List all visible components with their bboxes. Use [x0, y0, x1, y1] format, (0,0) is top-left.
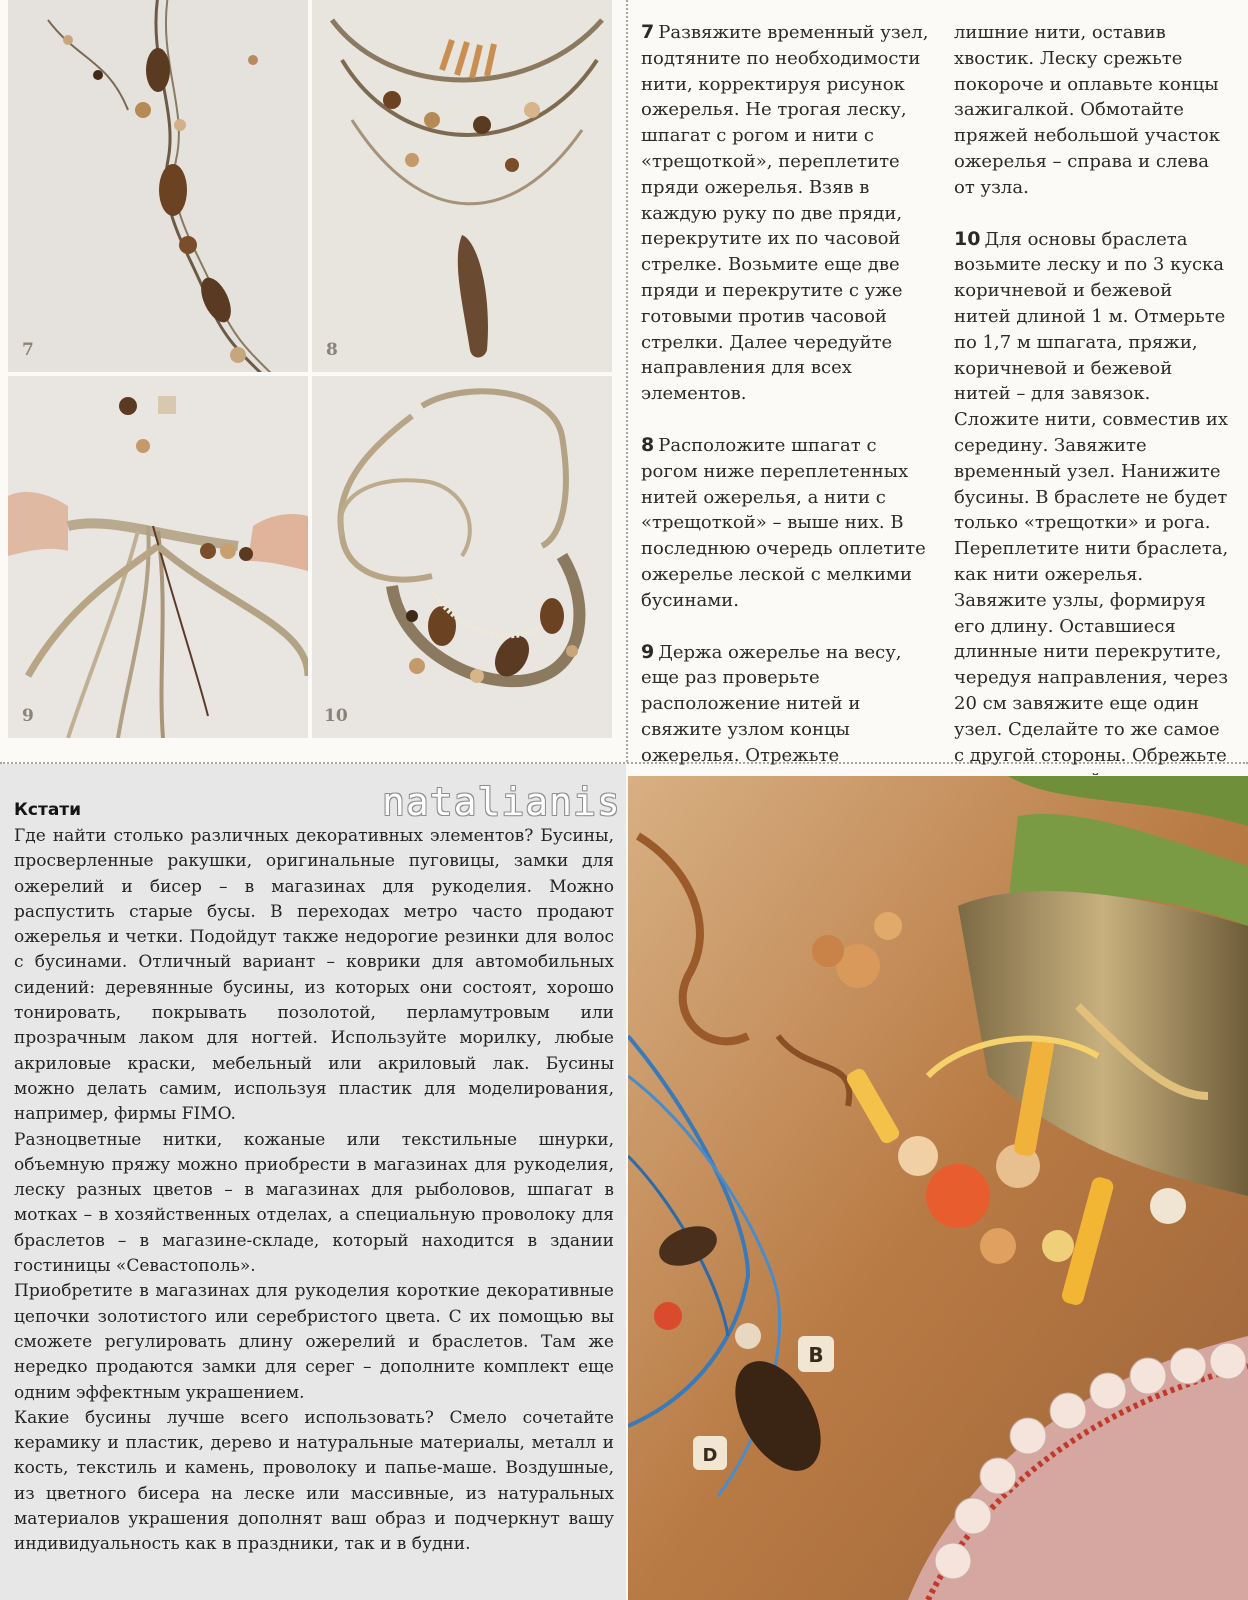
- tips-text: [14, 824, 614, 1558]
- step-10: [954, 227, 1234, 795]
- column-separator: [626, 0, 628, 762]
- step-8-number: 8: [641, 433, 655, 456]
- photo-number-10: 10: [324, 706, 348, 726]
- photo-step-10: [312, 376, 612, 738]
- step-8-text: Расположите шпагат с рогом ниже переплетенных нитей ожерелья, а нити с «трещоткой» – выше них. В последнюю очередь оплетите ожерелье леской с мелкими бусинами.: [641, 434, 926, 611]
- steps-column-left: [641, 20, 929, 795]
- photo-number-7: 7: [22, 340, 34, 360]
- photo-step-9: [8, 376, 308, 738]
- photo-number-8: 8: [326, 340, 338, 360]
- step-7-number: 7: [641, 21, 655, 43]
- step-9-text: Держа ожерелье на весу, еще раз проверьте расположение нитей и свяжите узлом концы ожерелья. Отрежьте: [641, 641, 902, 766]
- steps-column-right: [954, 20, 1234, 820]
- step-9: [641, 640, 929, 769]
- step-9-number: 9: [641, 640, 655, 663]
- step-7-text: Развяжите временный узел, подтяните по необходимости нити, корректируя рисунок ожерелья. Не трогая леску, шпагат с рогом и нити с «трещоткой», переплетите пряди ожерелья. Взяв в каждую руку по две пряди, перекрутите их по часовой стрелке. Возьмите еще две пряди и перекрутите с уже готовыми против часовой стрелки. Далее чередуйте направления для всех элементов.: [641, 22, 929, 405]
- tips-title: Кстати: [14, 800, 82, 820]
- letter-bead: B: [808, 1343, 824, 1367]
- step-10-number: 10: [954, 227, 981, 250]
- step-10-text: Для основы браслета возьмите леску и по 3 куска коричневой и бежевой нитей длиной 1 м. Отмерьте по 1,7 м шпагата, пряжи, коричневой и бежевой нитей – для завязок. Сложите нити, совместив их середину. Завяжите временный узел. Нанижите бусины. В браслете не будет только «трещотки» и рога. Переплетите нити браслета, как нити ожерелья. Завяжите узлы, формируя его длину. Оставшиеся длинные нити перекрутите, чередуя направления, через 20 см завяжите еще один узел. Сделайте то же самое с другой стороны. Обрежьте: [954, 228, 1229, 766]
- letter-bead: D: [702, 1445, 718, 1466]
- tips-paragraph: Приобретите в магазинах для рукоделия короткие декоративные цепочки золотистого или серебристого цвета. С их помощью вы сможете регулировать длину ожерелий и браслетов. Там же нередко продаются замки для серег – дополните комплект еще одним эффектным украшением.: [14, 1281, 614, 1403]
- tips-paragraph: Какие бусины лучше всего использовать? Смело сочетайте керамику и пластик, дерево и натуральные материалы, металл и кость, текстиль и камень, проволоку и папье-маше. Воздушные, из цветного бисера на леске или массивные, из натуральных материалов украшения дополнят ваш образ и подчеркнут вашу индивидуальность как в праздники, так и в будни.: [14, 1407, 614, 1555]
- photo-number-9: 9: [22, 706, 34, 726]
- photo-step-8: [312, 0, 612, 372]
- tips-paragraph: Разноцветные нитки, кожаные или текстильные шнурки, объемную пряжу можно приобрести в магазинах для рукоделия, леску разных цветов – в магазинах для рыболовов, шпагат в мотках – в хозяйственных отделах, а специальную проволоку для браслетов – в магазине-складе, который находится в здании гостиницы «Севастополь».: [14, 1129, 614, 1277]
- tips-paragraph: Где найти столько различных декоративных элементов? Бусины, просверленные ракушки, оригинальные пуговицы, замки для ожерелий и бисер – в магазинах для рукоделия. Можно распустить старые бусы. В переходах метро часто продают ожерелья и четки. Подойдут также недорогие резинки для волос с бусинами. Отличный вариант – коврики для автомобильных сидений: деревянные бусины, из которых они состоят, хорошо тонировать, покрывать позолотой, перламутровым или прозрачным лаком для ногтей. Используйте морилку, любые акриловые краски, мебельный или акриловый лак. Бусины можно делать самим, используя пластик для моделирования, например, фирмы FIMO.: [14, 826, 614, 1125]
- watermark: natalianis: [382, 780, 621, 824]
- jewelry-photo: [628, 776, 1248, 1600]
- step-8: [641, 433, 929, 614]
- step-9-continued: лишние нити, оставив хвостик. Леску срежьте покороче и оплавьте концы зажигалкой. Обмотайте пряжей небольшой участок ожерелья – справа и слева от узла.: [954, 22, 1221, 198]
- step-7: [641, 20, 929, 407]
- photo-step-7: [8, 0, 308, 372]
